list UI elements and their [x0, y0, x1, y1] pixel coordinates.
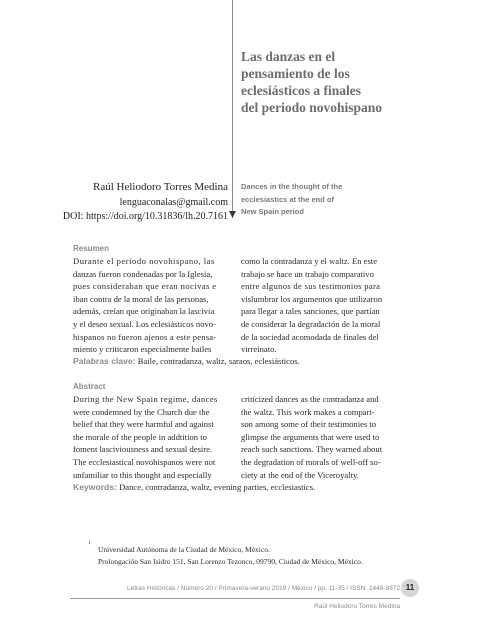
journal-info: Letras Históricas / Número 20 / Primavera-verano 2019 / México / pp. 11-35 / ISSN: 2448-8372	[126, 585, 400, 592]
resumen-line: como la contradanza y el waltz. En este	[241, 256, 378, 266]
author-doi[interactable]: DOI: https://doi.org/10.31836/lh.20.7161	[62, 211, 228, 222]
title-line: pensamiento de los	[241, 66, 350, 81]
footer-divider	[70, 598, 400, 599]
author-name: Raúl Heliodoro Torres Medina	[93, 181, 228, 193]
footnote-marker: 1	[88, 540, 91, 546]
english-title-line: New Spain period	[241, 207, 304, 216]
english-title-line: Dances in the thought of the	[241, 182, 343, 191]
author-block	[63, 180, 228, 223]
resumen-line: pues consideraban que eran nocivas e	[73, 281, 217, 292]
abstract-line: unfamiliar to this thought and especially	[73, 469, 212, 480]
page-number: 11	[401, 579, 419, 597]
running-author: Raúl Heliodoro Torres Medina	[314, 603, 400, 610]
abstract-line: foment lasciviousness and sexual desire.	[73, 444, 213, 455]
abstract-line: the morale of the people in addtition to	[73, 431, 207, 442]
resumen-line: de la sociedad acomodada de finales del	[241, 331, 379, 342]
abstract-line: son among some of their testimonies to	[241, 419, 377, 430]
resumen-line: de considerar la degradación de la moral	[241, 318, 381, 329]
resumen-line: vislumbrar los argumentos que utilizaron	[241, 293, 383, 304]
abstract-line: reach such sanctions. They warned about	[241, 444, 383, 455]
abstract-line: glimpse the arguments that were used to	[241, 431, 380, 442]
footnote	[98, 544, 363, 567]
keywords-text: Dance, contradanza, waltz, evening parties, ecclesiastics.	[119, 482, 316, 492]
resumen-line: virreinato.	[241, 344, 277, 355]
keywords-label: Keywords:	[73, 482, 117, 492]
abstract-keywords	[73, 481, 315, 494]
title-line: del periodo novohispano	[241, 100, 383, 115]
resumen-line: entre algunos de sus testimonios para	[241, 281, 381, 292]
resumen-line: miento y criticaron especialmente bailes	[73, 344, 212, 355]
resumen-col-2	[241, 255, 403, 356]
vertical-divider	[232, 0, 233, 218]
title-line: Las danzas en el	[241, 49, 336, 64]
resumen-keywords	[73, 355, 300, 368]
abstract-col-2	[241, 393, 403, 481]
abstract-line: were condemned by the Church due the	[73, 406, 210, 417]
resumen-line: hispanos no fueron ajenos a este pensa-	[73, 331, 217, 342]
abstract-line: The ecclesiastical novohispanos were not	[73, 456, 216, 467]
footnote-line: Prolongación San Isidro 151, San Lorenzo Tezonco, 09790, Ciudad de México, México.	[98, 556, 363, 566]
resumen-line: y el deseo sexual. Los eclesiásticos novo-	[73, 318, 216, 329]
resumen-line: además, creían que originaban la lascivia	[73, 306, 215, 317]
title-line: eclesiásticos a finales	[241, 83, 361, 98]
abstract-line: ciety at the end of the Viceroyalty.	[241, 469, 359, 480]
abstract-line: criticized dances as the contradanza and	[241, 394, 379, 404]
footnote-line: Universidad Autónoma de la Ciudad de México, México.	[98, 545, 270, 554]
resumen-line: iban contra de la moral de las personas,	[73, 293, 209, 304]
abstract-line: the waltz. This work makes a compari-	[241, 406, 375, 417]
abstract-line: belief that they were harmful and against	[73, 419, 214, 430]
abstract-col-1	[73, 393, 233, 481]
resumen-line: Durante el periodo novohispano, las	[73, 256, 215, 266]
english-title	[241, 181, 342, 219]
keywords-text: Baile, contradanza, waltz, saraos, eclesiásticos.	[137, 356, 300, 366]
resumen-heading: Resumen	[73, 244, 110, 253]
english-title-line: ecclesiastics at the end of	[241, 194, 334, 204]
resumen-line: danzas fueron condenadas por la Iglesia,	[73, 268, 213, 279]
resumen-line: trabajo se hace un trabajo comparativo	[241, 268, 374, 279]
author-email[interactable]: lenguaconalas@gmail.com	[119, 197, 228, 208]
resumen-col-1	[73, 255, 233, 356]
keywords-label: Palabras clave:	[73, 356, 136, 366]
abstract-heading: Abstract	[73, 382, 106, 391]
divider-arrow-icon	[229, 211, 236, 218]
article-title	[241, 48, 441, 116]
abstract-line: During the New Spain regime, dances	[73, 394, 218, 404]
resumen-line: para llegar a tales sanciones, que partían	[241, 306, 380, 317]
abstract-line: the degradation of morals of well-off so-	[241, 456, 381, 467]
